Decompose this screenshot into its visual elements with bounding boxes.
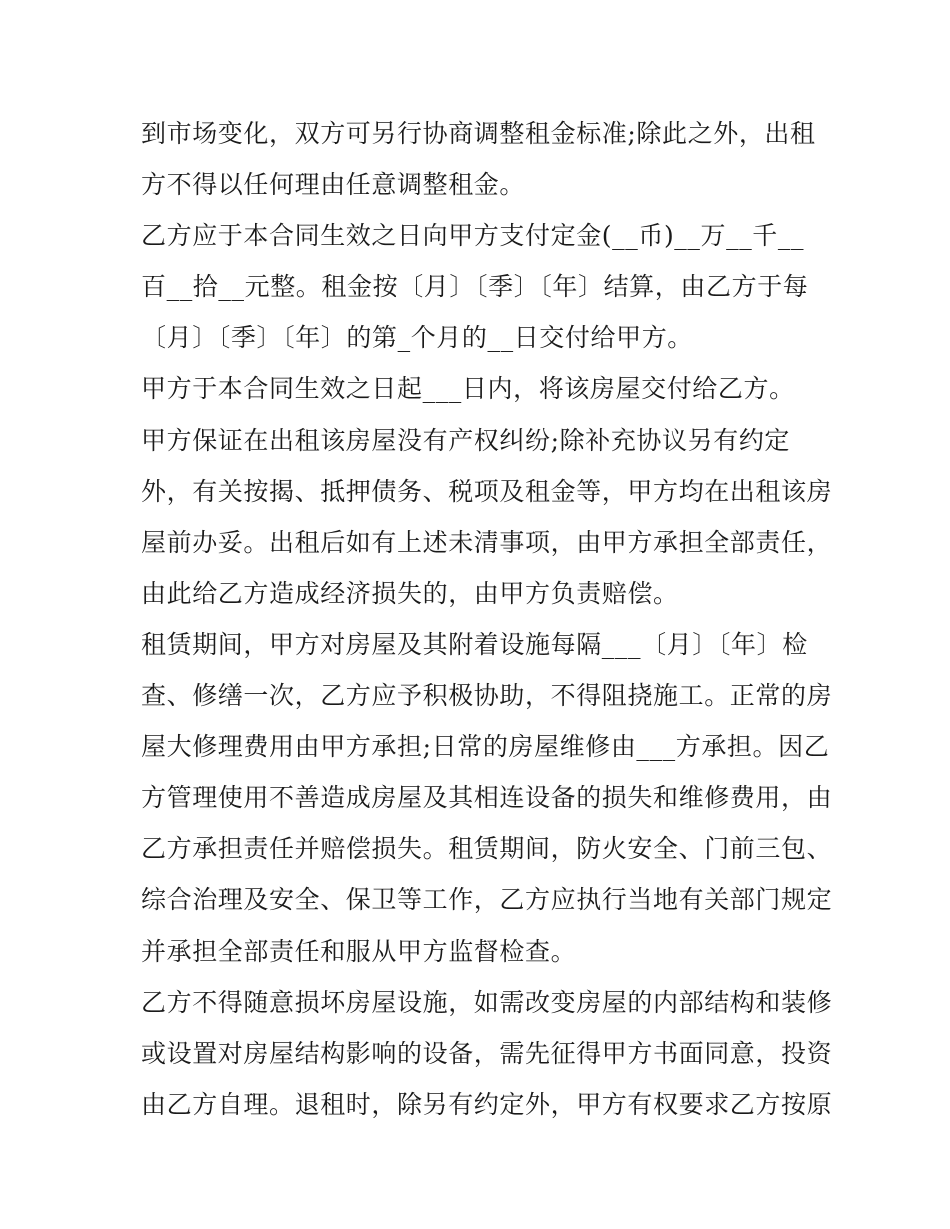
text-line: 屋前办妥。出租后如有上述未清事项，由甲方承担全部责任，	[141, 527, 833, 557]
text-line: 甲方保证在出租该房屋没有产权纠纷;除补充协议另有约定	[141, 425, 791, 455]
contract-text	[141, 108, 831, 1130]
text-line: 到市场变化，双方可另行协商调整租金标准;除此之外，出租	[141, 119, 816, 148]
text-line: 租赁期间，甲方对房屋及其附着设施每隔___〔月〕〔年〕检	[141, 629, 808, 659]
text-line: 由乙方自理。退租时，除另有约定外，甲方有权要求乙方按原	[141, 1089, 833, 1119]
text-line: 外，有关按揭、抵押债务、税项及租金等，甲方均在出租该房	[141, 476, 833, 506]
text-line: 乙方应于本合同生效之日向甲方支付定金(__币)__万__千__	[141, 221, 805, 251]
text-line: 〔月〕〔季〕〔年〕的第_个月的__日交付给甲方。	[141, 323, 693, 353]
text-line: 并承担全部责任和服从甲方监督检查。	[141, 936, 577, 966]
text-line: 查、修缮一次，乙方应予积极协助，不得阻挠施工。正常的房	[141, 681, 833, 711]
text-line: 百__拾__元整。租金按〔月〕〔季〕〔年〕结算，由乙方于每	[141, 272, 809, 302]
text-line: 乙方不得随意损坏房屋设施，如需改变房屋的内部结构和装修	[141, 987, 833, 1017]
text-line: 方管理使用不善造成房屋及其相连设备的损失和维修费用，由	[141, 783, 833, 813]
text-line: 甲方于本合同生效之日起___日内，将该房屋交付给乙方。	[141, 374, 795, 404]
text-line: 屋大修理费用由甲方承担;日常的房屋维修由___方承担。因乙	[141, 732, 830, 762]
text-line: 或设置对房屋结构影响的设备，需先征得甲方书面同意，投资	[141, 1038, 833, 1068]
text-line: 综合治理及安全、保卫等工作，乙方应执行当地有关部门规定	[141, 885, 833, 915]
text-line: 方不得以任何理由任意调整租金。	[141, 170, 526, 200]
text-line: 由此给乙方造成经济损失的，由甲方负责赔偿。	[141, 578, 679, 608]
text-line: 乙方承担责任并赔偿损失。租赁期间，防火安全、门前三包、	[141, 834, 833, 864]
